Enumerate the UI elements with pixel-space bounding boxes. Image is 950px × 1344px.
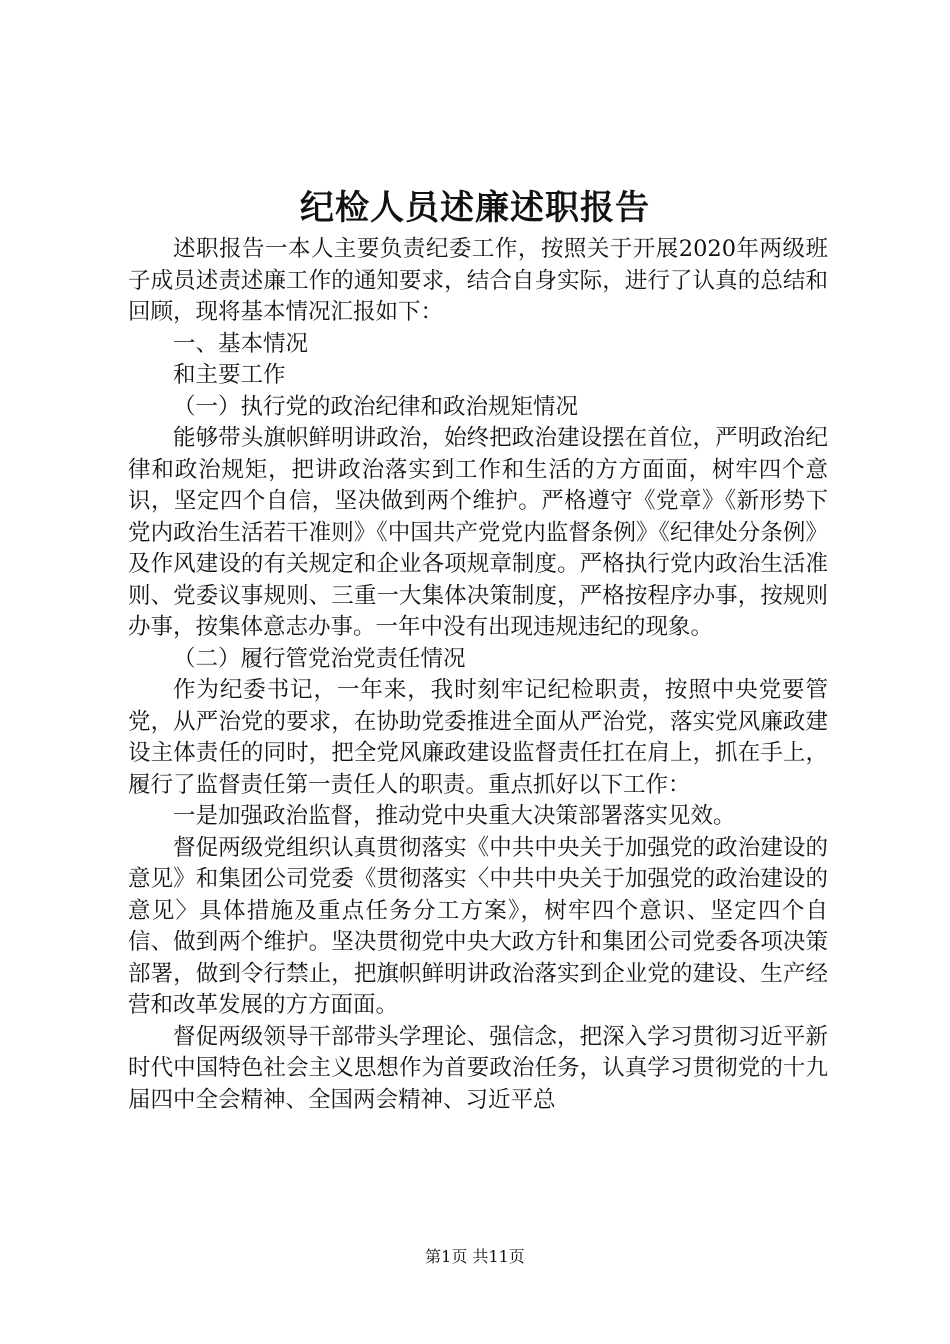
page-number: 第1页 共11页 [425,1247,525,1266]
subheading-party-responsibility: （二）履行管党治党责任情况 [173,645,466,672]
heading-main-work: 和主要工作 [173,362,286,388]
paragraph-theory-study: 督促两级领导干部带头学理论、强信念，把深入学习贯彻习近平新时代中国特色社会主义思想作为首要政治任务，认真学习贯彻党的十九届四中全会精神、全国两会精神、习近平总 [128,1023,828,1113]
heading-basic-situation: 一、基本情况 [173,330,309,357]
paragraph-implementation: 督促两级党组织认真贯彻落实《中共中央关于加强党的政治建设的意见》和集团公司党委《贯彻落实〈中共中央关于加强党的政治建设的意见〉具体措施及重点任务分工方案》，树牢四个意识、坚定四个自信、做到两个维护。坚决贯彻党中央大政方针和集团公司党委各项决策部署，做到令行禁止，把旗帜鲜明讲政治落实到企业党的建设、生产经营和改革发展的方方面面。 [128,834,828,1018]
document-title: 纪检人员述廉述职报告 [300,188,650,228]
subheading-political-discipline: （一）执行党的政治纪律和政治规矩情况 [173,393,579,420]
document-body [128,234,828,1116]
paragraph-intro: 述职报告一本人主要负责纪委工作，按照关于开展2020年两级班子成员述责述廉工作的通知要求，结合自身实际，进行了认真的总结和回顾，现将基本情况汇报如下： [128,236,828,325]
paragraph-party-responsibility: 作为纪委书记，一年来，我时刻牢记纪检职责，按照中央党要管党，从严治党的要求，在协助党委推进全面从严治党，落实党风廉政建设主体责任的同时，把全党风廉政建设监督责任扛在肩上，抓在手上，履行了监督责任第一责任人的职责。重点抓好以下工作： [128,677,828,798]
paragraph-political-supervision: 一是加强政治监督，推动党中央重大决策部署落实见效。 [173,803,736,829]
paragraph-political-discipline: 能够带头旗帜鲜明讲政治，始终把政治建设摆在首位，严明政治纪律和政治规矩，把讲政治落实到工作和生活的方方面面，树牢四个意识，坚定四个自信，坚决做到两个维护。严格遵守《党章》《新形势下党内政治生活若干准则》《中国共产党党内监督条例》《纪律处分条例》及作风建设的有关规定和企业各项规章制度。严格执行党内政治生活准则、党委议事规则、三重一大集体决策制度，严格按程序办事，按规则办事，按集体意志办事。一年中没有出现违规违纪的现象。 [128,425,828,640]
